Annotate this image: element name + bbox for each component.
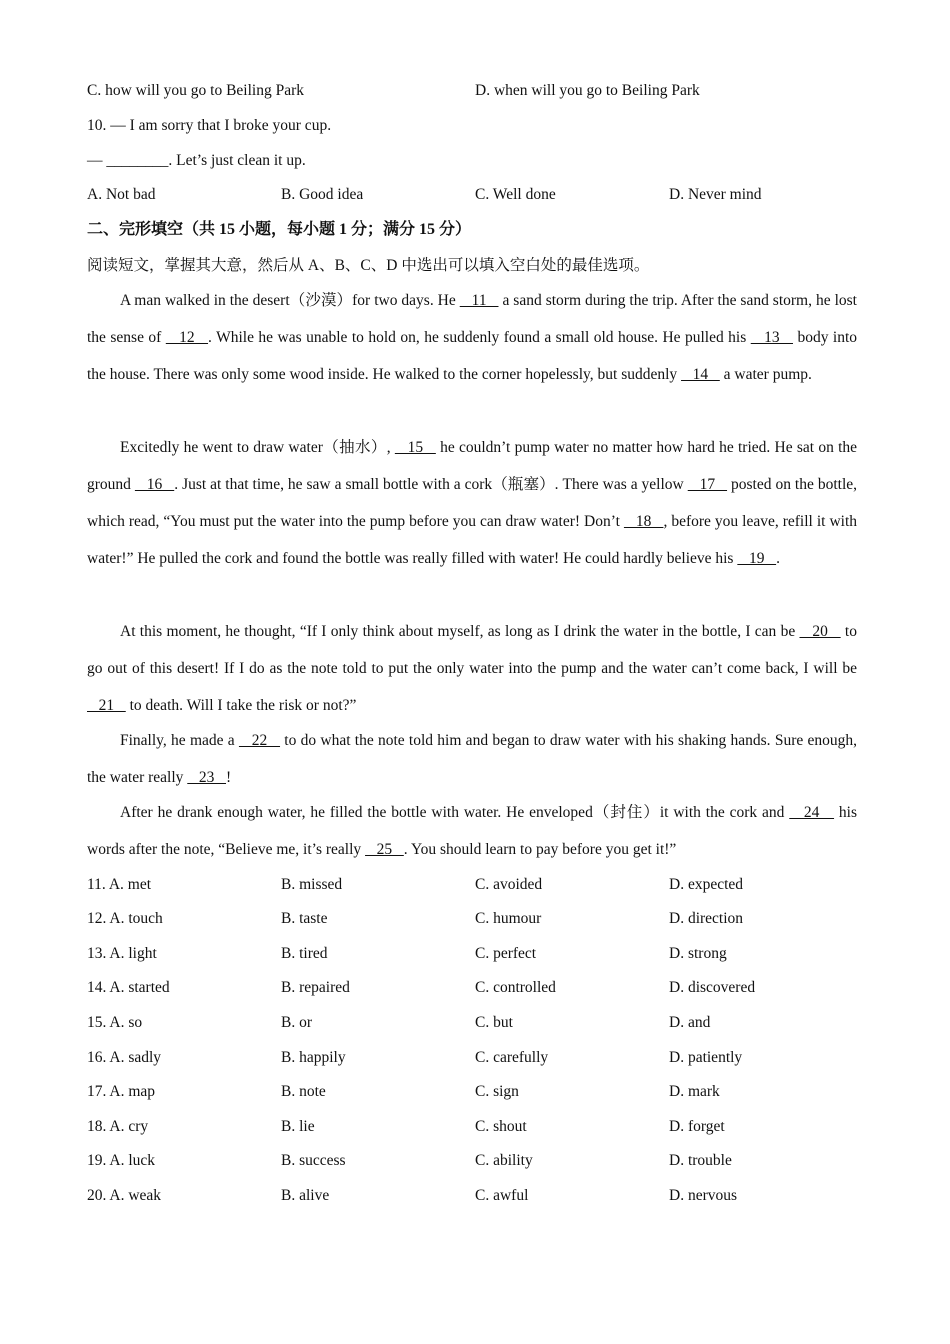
passage-part-5 (87, 794, 857, 868)
q14-option-d: D. discovered (669, 979, 756, 996)
q18-option-b: B. lie (281, 1118, 315, 1135)
q12-option-b: B. taste (281, 910, 328, 927)
blank-12: 12 (165, 329, 209, 346)
q20-option-b: B. alive (281, 1187, 330, 1204)
q14-option-c: C. controlled (475, 979, 556, 996)
q13-option-b: B. tired (281, 945, 328, 962)
q11-option-b: B. missed (281, 876, 343, 893)
section-instruction: 阅读短文，掌握其大意，然后从 A、B、C、D 中选出可以填入空白处的最佳选项。 (87, 257, 650, 274)
passage (87, 282, 857, 393)
passage-part-3 (87, 613, 857, 724)
blank-14: 14 (681, 366, 720, 383)
q17-option-d: D. mark (669, 1083, 720, 1100)
q16-option-b: B. happily (281, 1049, 346, 1066)
q11-option-c: C. avoided (475, 876, 543, 893)
passage-paragraph-4: Finally, he made a 22 to do what the note told him and began to draw water with his shaking hands. Sure enough, the water really 23 ! (87, 732, 858, 786)
passage-paragraph-5: After he drank enough water, he filled the bottle with water. He enveloped（封住）it with the cork and 24 his words after the note, “Believe me, it’s really 25 . You should learn to pay before you get it!” (87, 804, 858, 858)
q13-option-a: 13. A. light (87, 945, 157, 962)
blank-20: 20 (799, 623, 841, 640)
q15-option-c: C. but (475, 1014, 513, 1031)
q11-option-a: 11. A. met (87, 876, 152, 893)
q10-response: — ________. Let’s just clean it up. (87, 152, 306, 169)
q19-option-c: C. ability (475, 1152, 533, 1169)
blank-23: 23 (187, 769, 227, 786)
q10-option-d: D. Never mind (669, 186, 762, 203)
blank-11: 11 (459, 292, 499, 309)
q11-option-d: D. expected (669, 876, 744, 893)
q13-option-c: C. perfect (475, 945, 537, 962)
blank-13: 13 (750, 329, 793, 346)
q12-option-d: D. direction (669, 910, 744, 927)
q18-option-d: D. forget (669, 1118, 725, 1135)
q19-option-b: B. success (281, 1152, 346, 1169)
q16-option-a: 16. A. sadly (87, 1049, 162, 1066)
q15-option-a: 15. A. so (87, 1014, 143, 1031)
passage-part-4 (87, 722, 857, 796)
q17-option-c: C. sign (475, 1083, 519, 1100)
q20-option-a: 20. A. weak (87, 1187, 162, 1204)
blank-21: 21 (87, 697, 126, 714)
blank-24: 24 (789, 804, 835, 821)
q14-option-a: 14. A. started (87, 979, 170, 996)
passage-paragraph-1: A man walked in the desert（沙漠）for two days. He 11 a sand storm during the trip. After the sand storm, he lost the sense of 12 . While he was unable to hold on, he suddenly found a small old house. He pulled his 13 body into the house. There was only some wood inside. He walked to the corner hopelessly, but suddenly 14 a water pump. (87, 292, 858, 383)
passage-paragraph-3: At this moment, he thought, “If I only think about myself, as long as I drink the water in the bottle, I can be 20 to go out of this desert! If I do as the note told to put the only water into the pump and the water can’t come back, I will be 21 to death. Will I take the risk or not?” (87, 623, 857, 714)
q18-option-c: C. shout (475, 1118, 527, 1135)
q12-option-c: C. humour (475, 910, 542, 927)
q14-option-b: B. repaired (281, 979, 350, 996)
q19-option-d: D. trouble (669, 1152, 732, 1169)
q19-option-a: 19. A. luck (87, 1152, 156, 1169)
q16-option-d: D. patiently (669, 1049, 743, 1066)
blank-16: 16 (134, 476, 175, 493)
q16-option-c: C. carefully (475, 1049, 549, 1066)
q10-option-c: C. Well done (475, 186, 556, 203)
q9-option-d: D. when will you go to Beiling Park (475, 82, 700, 99)
section-heading: 二、完形填空（共 15 小题，每小题 1 分；满分 15 分） (87, 221, 472, 238)
q12-option-a: 12. A. touch (87, 910, 163, 927)
blank-15: 15 (394, 439, 436, 456)
q17-option-b: B. note (281, 1083, 326, 1100)
q10-option-a: A. Not bad (87, 186, 156, 203)
q9-option-c: C. how will you go to Beiling Park (87, 82, 304, 99)
passage-paragraph-2: Excitedly he went to draw water（抽水）, 15 he couldn’t pump water no matter how hard he tried. He sat on the ground 16 . Just at that time, he saw a small bottle with a cork（瓶塞）. There was a yellow 17 posted on the bottle, which read, “You must put the water into the pump before you can draw water! Don’t 18 , before you leave, refill it with water!” He pulled the cork and found the bottle was really filled with water! He could hardly believe his 19 . (87, 439, 858, 567)
blank-25: 25 (365, 841, 404, 858)
q13-option-d: D. strong (669, 945, 727, 962)
blank-18: 18 (623, 513, 664, 530)
q10-option-b: B. Good idea (281, 186, 364, 203)
q15-option-b: B. or (281, 1014, 312, 1031)
blank-19: 19 (737, 550, 777, 567)
q20-option-d: D. nervous (669, 1187, 738, 1204)
q18-option-a: 18. A. cry (87, 1118, 149, 1135)
q10-stem: 10. — I am sorry that I broke your cup. (87, 117, 332, 134)
blank-22: 22 (238, 732, 281, 749)
q20-option-c: C. awful (475, 1187, 529, 1204)
passage-part-2 (87, 429, 857, 577)
blank-17: 17 (687, 476, 728, 493)
q17-option-a: 17. A. map (87, 1083, 156, 1100)
q15-option-d: D. and (669, 1014, 711, 1031)
